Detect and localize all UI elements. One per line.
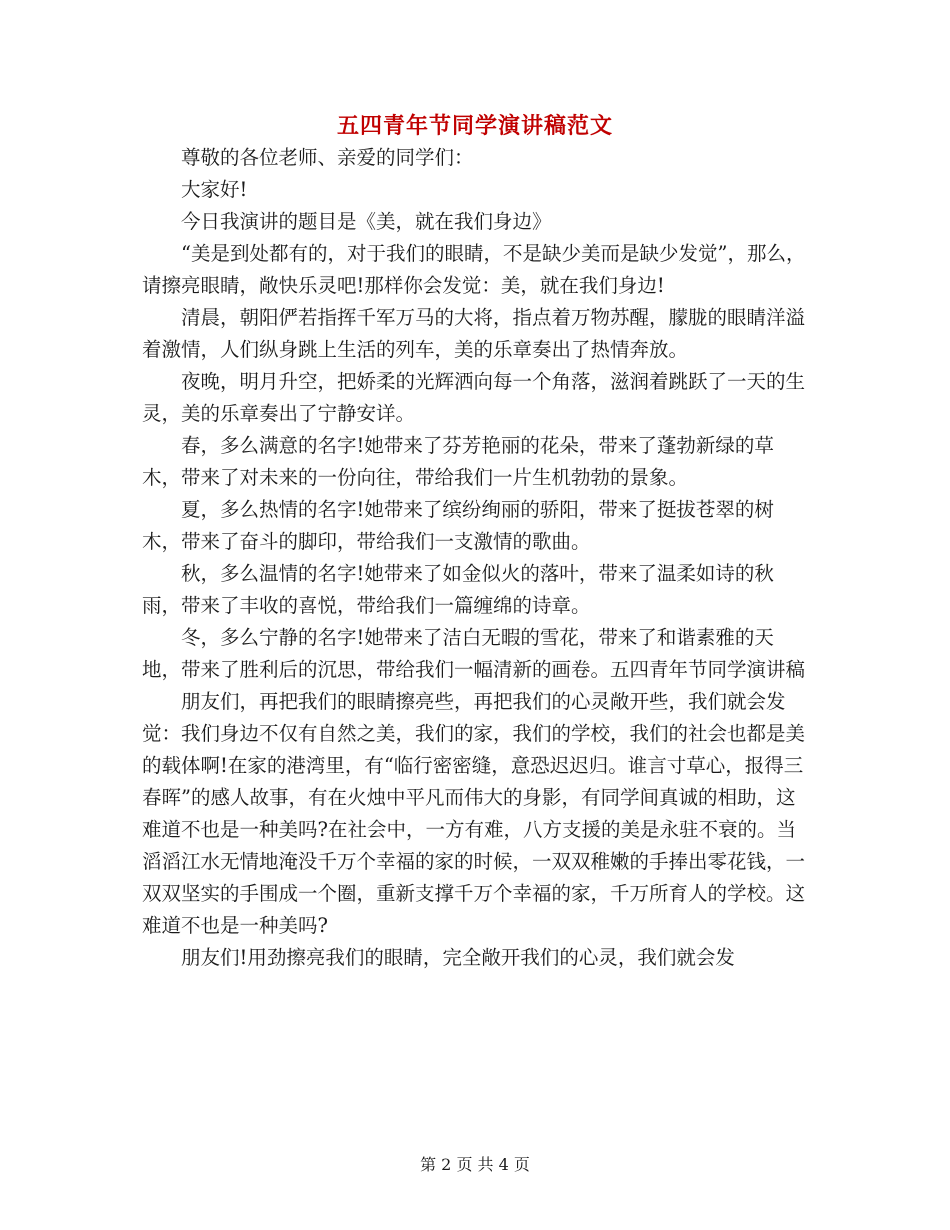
paragraph-friends: 朋友们，再把我们的眼睛擦亮些，再把我们的心灵敞开些，我们就会发觉：我们身边不仅有自然之美，我们的家，我们的学校，我们的社会也都是美的载体啊!在家的港湾里，有“临行密密缝，意恐迟迟归。谁言寸草心，报得三春晖”的感人故事，有在火烛中平凡而伟大的身影，有同学间真诚的相助，这难道不也是一种美吗?在社会中，一方有难，八方支援的美是永驻不衰的。当滔滔江水无情地淹没千万个幸福的家的时候，一双双稚嫩的手捧出零花钱，一双双坚实的手围成一个圈，重新支撑千万个幸福的家，千万所育人的学校。这难道不也是一种美吗?	[142, 690, 806, 937]
paragraph-morning: 清晨，朝阳俨若指挥千军万马的大将，指点着万物苏醒，朦胧的眼睛洋溢着激情，人们纵身跳上生活的列车，美的乐章奏出了热情奔放。	[142, 306, 806, 361]
paragraph-closing: 朋友们!用劲擦亮我们的眼睛，完全敞开我们的心灵，我们就会发	[181, 946, 735, 969]
paragraph-quote: “美是到处都有的，对于我们的眼睛，不是缺少美而是缺少发觉”，那么，请擦亮眼睛，敞快乐灵吧!那样你会发觉：美，就在我们身边!	[142, 242, 806, 297]
paragraph-night: 夜晚，明月升空，把娇柔的光辉洒向每一个角落，滋润着跳跃了一天的生灵，美的乐章奏出了宁静安详。	[142, 370, 806, 425]
document-body	[142, 142, 812, 974]
paragraph-summer: 夏，多么热情的名字!她带来了缤纷绚丽的骄阳，带来了挺拔苍翠的树木，带来了奋斗的脚印，带给我们一支激情的歌曲。	[142, 498, 774, 553]
page-title: 五四青年节同学演讲稿范文	[336, 113, 613, 139]
paragraph-spring: 春，多么满意的名字!她带来了芬芳艳丽的花朵，带来了蓬勃新绿的草木，带来了对未来的一份向往，带给我们一片生机勃勃的景象。	[142, 434, 774, 489]
page-number: 第 2 页 共 4 页	[420, 1155, 530, 1174]
paragraph-salutation: 尊敬的各位老师、亲爱的同学们：	[181, 146, 474, 169]
paragraph-greeting: 大家好!	[181, 178, 248, 201]
paragraph-autumn: 秋，多么温情的名字!她带来了如金似火的落叶，带来了温柔如诗的秋雨，带来了丰收的喜悦，带给我们一篇缠绵的诗章。	[142, 562, 774, 617]
paragraph-winter: 冬，多么宁静的名字!她带来了洁白无暇的雪花，带来了和谐素雅的天地，带来了胜利后的沉思，带给我们一幅清新的画卷。五四青年节同学演讲稿	[142, 626, 806, 681]
paragraph-topic: 今日我演讲的题目是《美，就在我们身边》	[181, 210, 552, 233]
